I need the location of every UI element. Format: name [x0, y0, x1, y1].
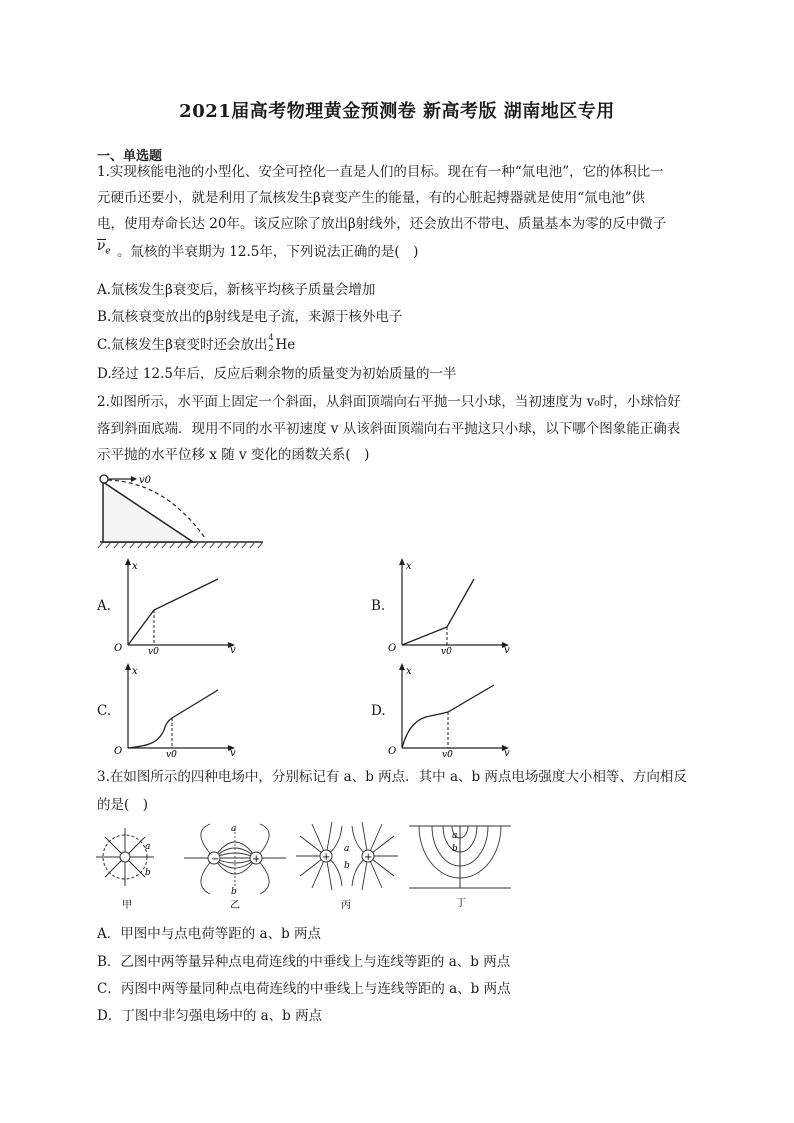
q2-line-3: 示平抛的水平位移 x 随 v 变化的函数关系( ) — [97, 447, 370, 463]
graph-a-y-axis: x — [132, 561, 138, 572]
bing-point-b: b — [344, 861, 350, 871]
yi-point-a: a — [231, 824, 237, 834]
q3-line-2: 的是( ) — [97, 797, 149, 813]
antineutrino-symbol: $\nu_e$ — [97, 238, 111, 257]
q1-option-b: B.氚核衰变放出的β射线是电子流，来源于核外电子 — [97, 309, 403, 325]
graph-b-x-axis: v — [504, 645, 510, 655]
incline-figure — [95, 472, 270, 550]
graph-b-origin: O — [388, 643, 397, 654]
q3-option-a: A．甲图中与点电荷等距的 a、b 两点 — [97, 926, 322, 942]
q1-line-1: 1.实现核能电池的小型化、安全可控化一直是人们的目标。现在有一种“氚电池”，它的体积比一 — [97, 164, 664, 180]
svg-text:+: + — [252, 854, 261, 865]
caption-jia: 甲 — [122, 900, 132, 911]
section-heading: 一、单选题 — [97, 149, 163, 164]
graph-c-y-axis: x — [132, 666, 138, 677]
graph-b-label: B. — [371, 598, 386, 614]
svg-text:+: + — [364, 852, 373, 863]
graph-a — [108, 555, 243, 655]
q1-line-3: 电，使用寿命长达 20年。该反应除了放出β射线外，还会放出不带电、质量基本为零的反中微子 — [97, 216, 667, 232]
field-figure-jia — [95, 822, 165, 912]
q3-option-c: C．丙图中两等量同种点电荷连线的中垂线上与连线等距的 a、b 两点 — [97, 981, 511, 997]
yi-point-b: b — [231, 887, 237, 897]
ding-point-a: a — [452, 831, 458, 841]
caption-ding: 丁 — [456, 898, 466, 909]
graph-d-x-axis: v — [504, 748, 510, 759]
q1-line-4: 。氚核的半衰期为 12.5年，下列说法正确的是( ) — [117, 244, 419, 260]
q3-option-b: B．乙图中两等量异种点电荷连线的中垂线上与连线等距的 a、b 两点 — [97, 954, 511, 970]
graph-c-label: C. — [97, 703, 112, 719]
graph-b — [382, 555, 517, 655]
graph-c-x-axis: v — [230, 748, 236, 759]
field-figure-ding — [405, 818, 515, 912]
q1-option-d: D.经过 12.5年后，反应后剩余物的质量变为初始质量的一半 — [97, 366, 457, 382]
graph-c — [108, 660, 243, 760]
graph-b-tick: v0 — [441, 647, 452, 655]
q1-option-c: C.氚核发生β衰变时还会放出 4 2 He — [97, 332, 296, 353]
jia-point-a: a — [145, 842, 151, 852]
graph-a-origin: O — [114, 643, 123, 654]
graph-a-x-axis: v — [230, 645, 236, 655]
graph-c-tick: v0 — [166, 750, 177, 760]
graph-d — [382, 660, 517, 760]
graph-d-y-axis: x — [406, 666, 412, 677]
bing-point-a: a — [344, 844, 350, 854]
graph-c-origin: O — [114, 746, 123, 757]
page-title: 2021届高考物理黄金预测卷 新高考版 湖南地区专用 — [179, 101, 615, 122]
graph-d-origin: O — [388, 746, 397, 757]
graph-b-y-axis: x — [406, 561, 412, 572]
graph-a-label: A. — [97, 598, 112, 614]
svg-text:+: + — [322, 852, 331, 863]
svg-text:−: − — [211, 854, 220, 865]
q2-line-2: 落到斜面底端．现用不同的水平初速度 v 从该斜面顶端向右平抛这只小球，以下哪个图象能正确表 — [97, 421, 681, 437]
caption-bing: 丙 — [341, 900, 351, 911]
field-figure-bing — [292, 818, 404, 912]
q1-option-a: A.氚核发生β衰变后，新核平均核子质量会增加 — [97, 282, 376, 298]
q1-line-2: 元硬币还要小，就是利用了氚核发生β衰变产生的能量，有的心脏起搏器就是使用“氚电池”供 — [97, 190, 646, 206]
graph-d-label: D. — [371, 703, 386, 719]
graph-a-tick: v0 — [148, 647, 159, 655]
ding-point-b: b — [452, 844, 458, 854]
jia-point-b: b — [145, 868, 151, 878]
caption-yi: 乙 — [230, 900, 240, 911]
graph-d-tick: v0 — [442, 750, 453, 760]
q2-line-1: 2.如图所示，水平面上固定一个斜面，从斜面顶端向右平抛一只小球，当初速度为 v₀时，小球恰好 — [97, 394, 681, 410]
q3-line-1: 3.在如图所示的四种电场中，分别标记有 a、b 两点．其中 a、b 两点电场强度大小相等、方向相反 — [97, 769, 687, 785]
incline-v0-label: v0 — [139, 475, 152, 486]
field-figure-yi — [180, 822, 290, 912]
q3-option-d: D．丁图中非匀强电场中的 a、b 两点 — [97, 1008, 323, 1024]
